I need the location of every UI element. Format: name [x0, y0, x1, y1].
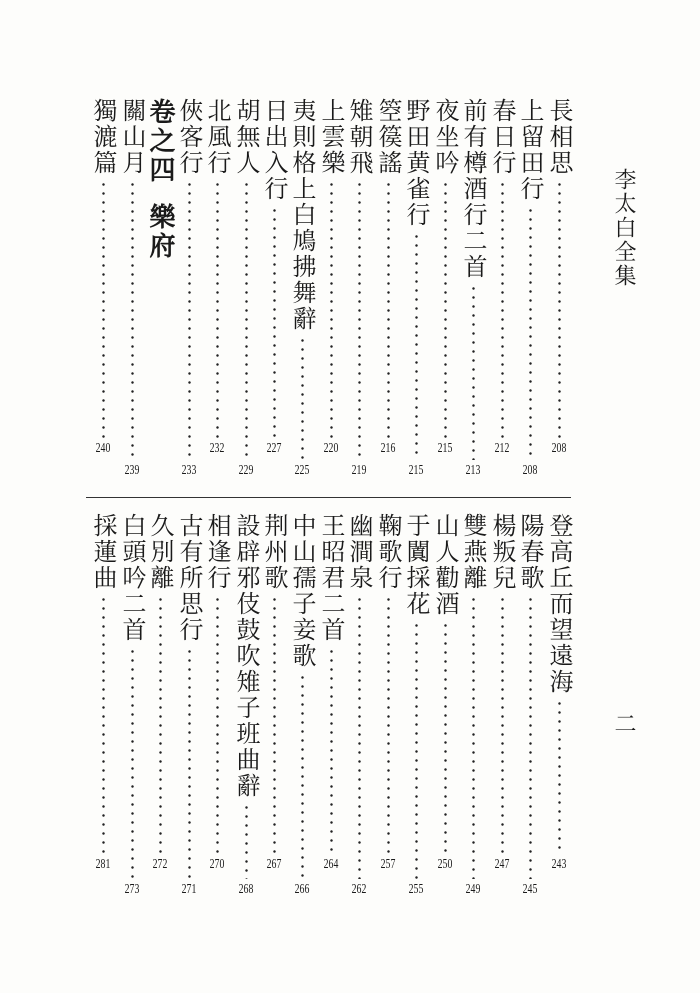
entry-page-number: 250	[437, 857, 453, 872]
toc-entry	[261, 98, 287, 486]
dot-leader	[501, 180, 504, 438]
entry-title: 關山月	[118, 98, 146, 176]
entry-page-number: 220	[323, 441, 339, 456]
volume-heading-text	[147, 98, 173, 261]
page-number: 二	[611, 712, 636, 734]
dot-leader	[415, 232, 418, 460]
toc-entry	[489, 98, 515, 486]
entry-page-number: 273	[124, 882, 140, 897]
entry-title: 鞠歌行	[374, 513, 402, 591]
entry-title: 設辟邪伎鼓吹雉子班曲辭	[232, 513, 260, 799]
toc-entry	[233, 98, 259, 486]
dot-leader	[358, 595, 361, 879]
entry-page-number: 227	[266, 441, 282, 456]
entry-page-number: 255	[408, 882, 424, 897]
dot-leader	[102, 595, 105, 854]
entry-page-number: 272	[152, 857, 168, 872]
dot-leader	[301, 336, 304, 460]
toc-entry	[403, 98, 429, 486]
toc-entry	[261, 513, 287, 905]
section-divider	[86, 497, 571, 498]
toc-entry	[204, 98, 230, 486]
entry-title: 陽春歌	[516, 513, 544, 591]
entry-title: 北風行	[203, 98, 231, 176]
entry-page-number: 216	[380, 441, 396, 456]
running-title: 李太白全集	[611, 168, 636, 288]
toc-volume-heading	[147, 98, 173, 486]
dot-leader	[273, 595, 276, 854]
volume-label: 卷之四	[145, 98, 175, 185]
entry-title: 長相思	[545, 98, 573, 176]
dot-leader	[131, 647, 134, 879]
entry-title: 古有所思行	[175, 513, 203, 643]
entry-page-number: 270	[209, 857, 225, 872]
toc-entry	[119, 98, 145, 486]
toc-entry	[460, 98, 486, 486]
dot-leader	[444, 180, 447, 438]
entry-page-number: 266	[294, 882, 310, 897]
toc-entry	[346, 513, 372, 905]
dot-leader	[558, 180, 561, 438]
dot-leader	[472, 595, 475, 879]
entry-title: 中山孺子妾歌	[288, 513, 316, 669]
entry-page-number: 212	[494, 441, 510, 456]
entry-page-number: 219	[351, 463, 367, 478]
entry-page-number: 215	[408, 463, 424, 478]
dot-leader	[188, 647, 191, 879]
dot-leader	[301, 673, 304, 879]
entry-page-number: 208	[522, 463, 538, 478]
toc-entry	[90, 98, 116, 486]
toc-entry	[147, 513, 173, 905]
toc-entry	[289, 513, 315, 905]
toc-entry	[375, 98, 401, 486]
entry-title: 採蓮曲	[89, 513, 117, 591]
toc-entry	[176, 513, 202, 905]
toc-entry	[289, 98, 315, 486]
dot-leader	[387, 180, 390, 438]
entry-title: 楊叛兒	[488, 513, 516, 591]
entry-title: 久別離	[146, 513, 174, 591]
entry-page-number: 271	[181, 882, 197, 897]
entry-page-number: 268	[238, 882, 254, 897]
toc-entry	[176, 98, 202, 486]
toc-entry	[346, 98, 372, 486]
entry-title: 獨漉篇	[89, 98, 117, 176]
dot-leader	[159, 595, 162, 854]
entry-page-number: 249	[465, 882, 481, 897]
entry-title: 胡無人	[232, 98, 260, 176]
dot-leader	[188, 180, 191, 460]
entry-page-number: 229	[238, 463, 254, 478]
entry-page-number: 264	[323, 857, 339, 872]
dot-leader	[102, 180, 105, 438]
entry-title: 上留田行	[516, 98, 544, 202]
toc-entry	[233, 513, 259, 905]
entry-page-number: 257	[380, 857, 396, 872]
dot-leader	[358, 180, 361, 460]
dot-leader	[245, 803, 248, 879]
entry-page-number: 208	[551, 441, 567, 456]
dot-leader	[501, 595, 504, 854]
toc-entry	[517, 513, 543, 905]
entry-title: 箜篌謠	[374, 98, 402, 176]
dot-leader	[472, 284, 475, 460]
entry-page-number: 233	[181, 463, 197, 478]
entry-title: 雉朝飛	[345, 98, 373, 176]
entry-title: 幽澗泉	[345, 513, 373, 591]
entry-page-number: 239	[124, 463, 140, 478]
entry-title: 于闐採花	[402, 513, 430, 617]
entry-title: 日出入行	[260, 98, 288, 202]
entry-title: 王昭君二首	[317, 513, 345, 643]
dot-leader	[273, 206, 276, 438]
entry-page-number: 267	[266, 857, 282, 872]
dot-leader	[245, 180, 248, 460]
entry-title: 前有樽酒行二首	[459, 98, 487, 280]
dot-leader	[216, 180, 219, 438]
toc-entry	[517, 98, 543, 486]
entry-page-number: 232	[209, 441, 225, 456]
toc-entry	[375, 513, 401, 905]
toc-entry	[546, 513, 572, 905]
dot-leader	[415, 621, 418, 879]
toc-entry	[432, 513, 458, 905]
entry-page-number: 213	[465, 463, 481, 478]
toc-entry	[460, 513, 486, 905]
toc-entry	[204, 513, 230, 905]
dot-leader	[216, 595, 219, 854]
volume-genre: 樂府	[145, 203, 175, 261]
entry-title: 春日行	[488, 98, 516, 176]
entry-title: 上雲樂	[317, 98, 345, 176]
dot-leader	[387, 595, 390, 854]
entry-title: 俠客行	[175, 98, 203, 176]
toc-entry	[546, 98, 572, 486]
entry-title: 雙燕離	[459, 513, 487, 591]
entry-title: 野田黄雀行	[402, 98, 430, 228]
entry-title: 白頭吟二首	[118, 513, 146, 643]
toc-entry	[489, 513, 515, 905]
entry-title: 夷則格上白鳩拂舞辭	[288, 98, 316, 332]
dot-leader	[444, 621, 447, 854]
entry-title: 山人勸酒	[431, 513, 459, 617]
entry-title: 相逢行	[203, 513, 231, 591]
dot-leader	[131, 180, 134, 460]
entry-page-number: 243	[551, 857, 567, 872]
dot-leader	[529, 206, 532, 460]
toc-entry	[318, 98, 344, 486]
entry-title: 荆州歌	[260, 513, 288, 591]
toc-entry	[119, 513, 145, 905]
entry-page-number: 225	[294, 463, 310, 478]
toc-entry	[432, 98, 458, 486]
entry-title: 登高丘而望遠海	[545, 513, 573, 695]
toc-entry	[318, 513, 344, 905]
dot-leader	[558, 699, 561, 854]
entry-page-number: 262	[351, 882, 367, 897]
dot-leader	[330, 647, 333, 854]
dot-leader	[529, 595, 532, 879]
dot-leader	[330, 180, 333, 438]
entry-page-number: 247	[494, 857, 510, 872]
entry-page-number: 240	[95, 441, 111, 456]
entry-title: 夜坐吟	[431, 98, 459, 176]
toc-entry	[90, 513, 116, 905]
entry-page-number: 215	[437, 441, 453, 456]
toc-entry	[403, 513, 429, 905]
entry-page-number: 245	[522, 882, 538, 897]
entry-page-number: 281	[95, 857, 111, 872]
